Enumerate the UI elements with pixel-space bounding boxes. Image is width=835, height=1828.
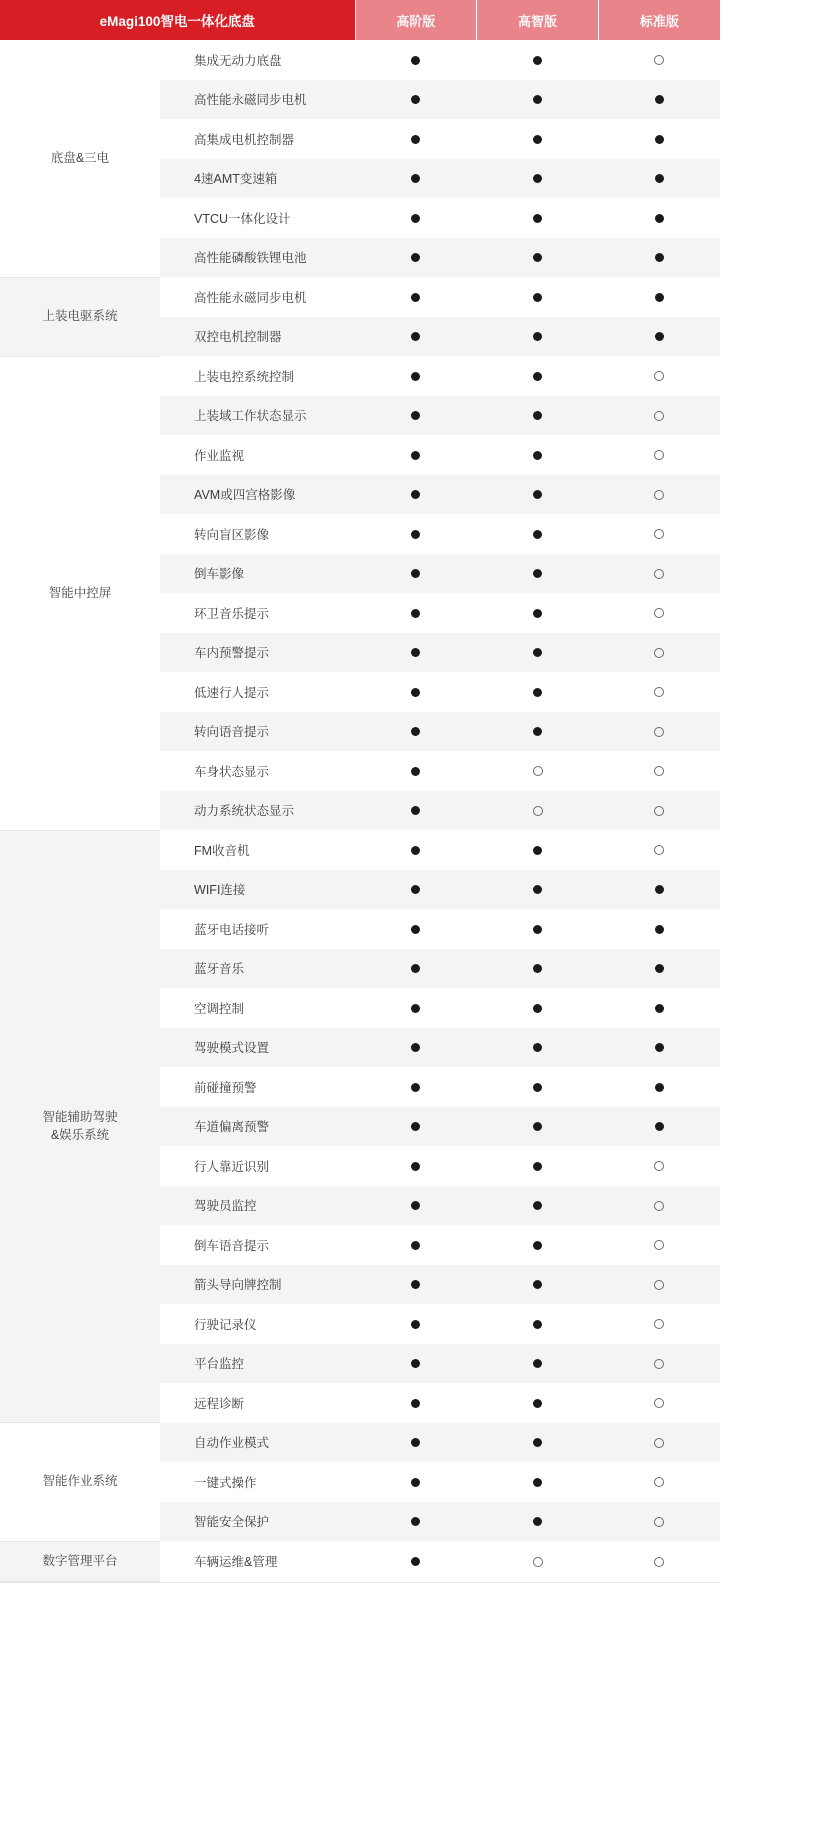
filled-dot-icon (411, 95, 420, 104)
feature-name-cell: 转向盲区影像 (160, 514, 355, 554)
filled-dot-icon (533, 1517, 542, 1526)
availability-cell (355, 1107, 477, 1147)
filled-dot-icon (533, 490, 542, 499)
availability-cell (355, 909, 477, 949)
group-label-cell: 数字管理平台 (0, 1541, 160, 1582)
hollow-circle-icon (654, 1557, 664, 1567)
table-header (0, 0, 720, 40)
filled-dot-icon (533, 95, 542, 104)
availability-cell (477, 435, 599, 475)
filled-dot-icon (533, 1280, 542, 1289)
availability-cell (598, 554, 720, 594)
availability-cell (355, 238, 477, 278)
filled-dot-icon (411, 1162, 420, 1171)
table-row (0, 1541, 720, 1582)
filled-dot-icon (411, 1438, 420, 1447)
group-label-cell: 智能中控屏 (0, 356, 160, 830)
availability-cell (355, 1186, 477, 1226)
feature-name-cell: 高集成电机控制器 (160, 119, 355, 159)
availability-cell (598, 1265, 720, 1305)
availability-cell (477, 1423, 599, 1463)
feature-name-cell: 远程诊断 (160, 1383, 355, 1423)
availability-cell (355, 317, 477, 357)
availability-cell (477, 672, 599, 712)
filled-dot-icon (533, 1083, 542, 1092)
availability-cell (598, 1344, 720, 1384)
availability-cell (477, 119, 599, 159)
filled-dot-icon (533, 1478, 542, 1487)
availability-cell (598, 435, 720, 475)
filled-dot-icon (655, 253, 664, 262)
feature-name-cell: 箭头导向牌控制 (160, 1265, 355, 1305)
trim-column-header-2: 高智版 (477, 0, 599, 40)
availability-cell (355, 396, 477, 436)
feature-name-cell: 集成无动力底盘 (160, 40, 355, 80)
filled-dot-icon (411, 688, 420, 697)
feature-name-cell: 一键式操作 (160, 1462, 355, 1502)
table-row (0, 1423, 720, 1463)
availability-cell (477, 40, 599, 80)
availability-cell (477, 1344, 599, 1384)
feature-name-cell: 4速AMT变速箱 (160, 159, 355, 199)
group-label-cell: 智能辅助驾驶 &娱乐系统 (0, 830, 160, 1423)
availability-cell (355, 277, 477, 317)
availability-cell (355, 949, 477, 989)
availability-cell (598, 396, 720, 436)
availability-cell (598, 1146, 720, 1186)
availability-cell (477, 317, 599, 357)
availability-cell (598, 475, 720, 515)
filled-dot-icon (533, 1122, 542, 1131)
hollow-circle-icon (654, 1438, 664, 1448)
hollow-circle-icon (654, 648, 664, 658)
filled-dot-icon (533, 135, 542, 144)
hollow-circle-icon (654, 1359, 664, 1369)
availability-cell (477, 1225, 599, 1265)
availability-cell (477, 475, 599, 515)
availability-cell (598, 1107, 720, 1147)
filled-dot-icon (411, 1122, 420, 1131)
hollow-circle-icon (654, 1319, 664, 1329)
availability-cell (355, 1265, 477, 1305)
hollow-circle-icon (654, 766, 664, 776)
hollow-circle-icon (654, 845, 664, 855)
availability-cell (355, 1423, 477, 1463)
filled-dot-icon (411, 1004, 420, 1013)
filled-dot-icon (411, 530, 420, 539)
feature-name-cell: 行驶记录仪 (160, 1304, 355, 1344)
filled-dot-icon (533, 648, 542, 657)
filled-dot-icon (411, 767, 420, 776)
filled-dot-icon (411, 964, 420, 973)
availability-cell (355, 1225, 477, 1265)
feature-name-cell: 环卫音乐提示 (160, 593, 355, 633)
filled-dot-icon (411, 451, 420, 460)
filled-dot-icon (411, 56, 420, 65)
availability-cell (477, 593, 599, 633)
filled-dot-icon (411, 569, 420, 578)
availability-cell (477, 356, 599, 396)
availability-cell (477, 159, 599, 199)
hollow-circle-icon (654, 1280, 664, 1290)
availability-cell (355, 1541, 477, 1582)
availability-cell (355, 1502, 477, 1542)
hollow-circle-icon (654, 490, 664, 500)
availability-cell (598, 791, 720, 831)
availability-cell (598, 159, 720, 199)
feature-name-cell: 高性能永磁同步电机 (160, 277, 355, 317)
filled-dot-icon (533, 56, 542, 65)
availability-cell (598, 1304, 720, 1344)
table-row (0, 277, 720, 317)
availability-cell (477, 1186, 599, 1226)
filled-dot-icon (411, 648, 420, 657)
filled-dot-icon (655, 1004, 664, 1013)
filled-dot-icon (655, 925, 664, 934)
filled-dot-icon (533, 411, 542, 420)
availability-cell (598, 238, 720, 278)
filled-dot-icon (533, 174, 542, 183)
availability-cell (598, 751, 720, 791)
filled-dot-icon (411, 293, 420, 302)
feature-name-cell: 倒车语音提示 (160, 1225, 355, 1265)
filled-dot-icon (411, 1399, 420, 1408)
filled-dot-icon (411, 214, 420, 223)
filled-dot-icon (411, 885, 420, 894)
feature-name-cell: 蓝牙电话接听 (160, 909, 355, 949)
feature-name-cell: FM收音机 (160, 830, 355, 870)
hollow-circle-icon (654, 569, 664, 579)
filled-dot-icon (533, 1004, 542, 1013)
availability-cell (355, 751, 477, 791)
filled-dot-icon (533, 372, 542, 381)
filled-dot-icon (533, 332, 542, 341)
table-body (0, 40, 720, 1582)
filled-dot-icon (533, 214, 542, 223)
availability-cell (477, 870, 599, 910)
hollow-circle-icon (533, 766, 543, 776)
hollow-circle-icon (654, 55, 664, 65)
availability-cell (477, 909, 599, 949)
availability-cell (355, 1028, 477, 1068)
availability-cell (598, 1186, 720, 1226)
hollow-circle-icon (654, 727, 664, 737)
table-row (0, 356, 720, 396)
availability-cell (598, 277, 720, 317)
feature-name-cell: 作业监视 (160, 435, 355, 475)
availability-cell (477, 751, 599, 791)
filled-dot-icon (533, 846, 542, 855)
filled-dot-icon (411, 727, 420, 736)
feature-name-cell: 双控电机控制器 (160, 317, 355, 357)
feature-name-cell: 蓝牙音乐 (160, 949, 355, 989)
filled-dot-icon (411, 806, 420, 815)
filled-dot-icon (533, 1399, 542, 1408)
hollow-circle-icon (654, 371, 664, 381)
filled-dot-icon (533, 1241, 542, 1250)
availability-cell (355, 119, 477, 159)
availability-cell (355, 1383, 477, 1423)
availability-cell (355, 1344, 477, 1384)
availability-cell (355, 1067, 477, 1107)
filled-dot-icon (411, 1241, 420, 1250)
hollow-circle-icon (654, 687, 664, 697)
trim-column-header-1: 高阶版 (355, 0, 477, 40)
feature-name-cell: 自动作业模式 (160, 1423, 355, 1463)
filled-dot-icon (411, 1083, 420, 1092)
filled-dot-icon (533, 1320, 542, 1329)
availability-cell (598, 1541, 720, 1582)
filled-dot-icon (533, 925, 542, 934)
availability-cell (355, 830, 477, 870)
filled-dot-icon (655, 1043, 664, 1052)
availability-cell (598, 356, 720, 396)
availability-cell (477, 1502, 599, 1542)
filled-dot-icon (411, 1517, 420, 1526)
filled-dot-icon (533, 609, 542, 618)
filled-dot-icon (655, 174, 664, 183)
filled-dot-icon (411, 332, 420, 341)
filled-dot-icon (411, 1043, 420, 1052)
table-row (0, 40, 720, 80)
availability-cell (598, 909, 720, 949)
availability-cell (598, 633, 720, 673)
hollow-circle-icon (654, 1517, 664, 1527)
filled-dot-icon (533, 1438, 542, 1447)
feature-name-cell: 转向语音提示 (160, 712, 355, 752)
feature-name-cell: 驾驶员监控 (160, 1186, 355, 1226)
filled-dot-icon (411, 1359, 420, 1368)
availability-cell (477, 1146, 599, 1186)
filled-dot-icon (411, 1280, 420, 1289)
availability-cell (598, 317, 720, 357)
availability-cell (598, 1502, 720, 1542)
feature-name-cell: VTCU一体化设计 (160, 198, 355, 238)
filled-dot-icon (411, 135, 420, 144)
filled-dot-icon (411, 1201, 420, 1210)
filled-dot-icon (411, 1557, 420, 1566)
availability-cell (477, 396, 599, 436)
availability-cell (477, 712, 599, 752)
availability-cell (598, 119, 720, 159)
feature-name-cell: 前碰撞预警 (160, 1067, 355, 1107)
filled-dot-icon (655, 1122, 664, 1131)
filled-dot-icon (411, 609, 420, 618)
availability-cell (477, 949, 599, 989)
filled-dot-icon (411, 490, 420, 499)
availability-cell (598, 830, 720, 870)
availability-cell (598, 1462, 720, 1502)
availability-cell (355, 1304, 477, 1344)
filled-dot-icon (533, 727, 542, 736)
availability-cell (355, 514, 477, 554)
feature-name-cell: 车辆运维&管理 (160, 1541, 355, 1582)
availability-cell (477, 1462, 599, 1502)
feature-name-cell: 车身状态显示 (160, 751, 355, 791)
availability-cell (477, 988, 599, 1028)
hollow-circle-icon (533, 806, 543, 816)
availability-cell (355, 870, 477, 910)
availability-cell (355, 159, 477, 199)
filled-dot-icon (533, 1201, 542, 1210)
availability-cell (598, 1028, 720, 1068)
availability-cell (355, 435, 477, 475)
availability-cell (355, 356, 477, 396)
filled-dot-icon (411, 372, 420, 381)
availability-cell (355, 593, 477, 633)
availability-cell (355, 475, 477, 515)
hollow-circle-icon (654, 1201, 664, 1211)
feature-name-cell: 倒车影像 (160, 554, 355, 594)
hollow-circle-icon (654, 1240, 664, 1250)
availability-cell (598, 949, 720, 989)
feature-name-cell: 上装电控系统控制 (160, 356, 355, 396)
availability-cell (598, 1423, 720, 1463)
availability-cell (598, 1225, 720, 1265)
hollow-circle-icon (654, 529, 664, 539)
feature-name-cell: 驾驶模式设置 (160, 1028, 355, 1068)
filled-dot-icon (533, 688, 542, 697)
availability-cell (598, 1383, 720, 1423)
filled-dot-icon (655, 214, 664, 223)
filled-dot-icon (411, 1478, 420, 1487)
availability-cell (355, 198, 477, 238)
availability-cell (477, 830, 599, 870)
availability-cell (355, 633, 477, 673)
availability-cell (355, 672, 477, 712)
table-bottom-divider (0, 1582, 720, 1583)
availability-cell (598, 198, 720, 238)
availability-cell (477, 1107, 599, 1147)
availability-cell (477, 198, 599, 238)
filled-dot-icon (533, 530, 542, 539)
feature-name-cell: 动力系统状态显示 (160, 791, 355, 831)
trim-column-header-3: 标准版 (598, 0, 720, 40)
group-label-cell: 上装电驱系统 (0, 277, 160, 356)
availability-cell (598, 40, 720, 80)
availability-cell (355, 1462, 477, 1502)
availability-cell (477, 1028, 599, 1068)
filled-dot-icon (411, 174, 420, 183)
availability-cell (477, 1541, 599, 1582)
feature-name-cell: AVM或四宫格影像 (160, 475, 355, 515)
availability-cell (598, 712, 720, 752)
filled-dot-icon (655, 95, 664, 104)
availability-cell (355, 712, 477, 752)
filled-dot-icon (533, 293, 542, 302)
availability-cell (355, 80, 477, 120)
availability-cell (355, 988, 477, 1028)
availability-cell (477, 277, 599, 317)
group-label-cell: 智能作业系统 (0, 1423, 160, 1542)
availability-cell (477, 633, 599, 673)
availability-cell (355, 40, 477, 80)
header-row (0, 0, 720, 40)
availability-cell (598, 593, 720, 633)
hollow-circle-icon (654, 450, 664, 460)
feature-name-cell: 车道偏离预警 (160, 1107, 355, 1147)
availability-cell (477, 791, 599, 831)
filled-dot-icon (533, 964, 542, 973)
filled-dot-icon (411, 411, 420, 420)
availability-cell (477, 1304, 599, 1344)
availability-cell (598, 870, 720, 910)
hollow-circle-icon (654, 1398, 664, 1408)
availability-cell (477, 238, 599, 278)
hollow-circle-icon (654, 411, 664, 421)
feature-name-cell: 高性能永磁同步电机 (160, 80, 355, 120)
feature-name-cell: 空调控制 (160, 988, 355, 1028)
availability-cell (477, 1265, 599, 1305)
feature-name-cell: 行人靠近识别 (160, 1146, 355, 1186)
table-row (0, 830, 720, 870)
filled-dot-icon (533, 1359, 542, 1368)
feature-name-cell: 高性能磷酸铁锂电池 (160, 238, 355, 278)
filled-dot-icon (655, 964, 664, 973)
filled-dot-icon (533, 1043, 542, 1052)
feature-name-cell: 低速行人提示 (160, 672, 355, 712)
availability-cell (598, 672, 720, 712)
feature-name-cell: 上装域工作状态显示 (160, 396, 355, 436)
feature-name-cell: 车内预警提示 (160, 633, 355, 673)
hollow-circle-icon (654, 608, 664, 618)
availability-cell (477, 1383, 599, 1423)
filled-dot-icon (655, 885, 664, 894)
hollow-circle-icon (654, 806, 664, 816)
hollow-circle-icon (654, 1477, 664, 1487)
filled-dot-icon (533, 451, 542, 460)
filled-dot-icon (411, 1320, 420, 1329)
availability-cell (598, 988, 720, 1028)
filled-dot-icon (655, 1083, 664, 1092)
feature-name-cell: WIFI连接 (160, 870, 355, 910)
feature-name-cell: 平台监控 (160, 1344, 355, 1384)
product-title: eMagi100智电一体化底盘 (0, 0, 355, 40)
availability-cell (598, 1067, 720, 1107)
availability-cell (355, 1146, 477, 1186)
availability-cell (598, 514, 720, 554)
availability-cell (477, 1067, 599, 1107)
availability-cell (477, 514, 599, 554)
filled-dot-icon (655, 135, 664, 144)
filled-dot-icon (411, 253, 420, 262)
filled-dot-icon (411, 846, 420, 855)
availability-cell (598, 80, 720, 120)
filled-dot-icon (655, 293, 664, 302)
filled-dot-icon (533, 569, 542, 578)
group-label-cell: 底盘&三电 (0, 40, 160, 277)
availability-cell (355, 554, 477, 594)
filled-dot-icon (533, 885, 542, 894)
hollow-circle-icon (533, 1557, 543, 1567)
hollow-circle-icon (654, 1161, 664, 1171)
feature-name-cell: 智能安全保护 (160, 1502, 355, 1542)
filled-dot-icon (655, 332, 664, 341)
filled-dot-icon (533, 253, 542, 262)
availability-cell (355, 791, 477, 831)
filled-dot-icon (411, 925, 420, 934)
availability-cell (477, 554, 599, 594)
filled-dot-icon (533, 1162, 542, 1171)
availability-cell (477, 80, 599, 120)
